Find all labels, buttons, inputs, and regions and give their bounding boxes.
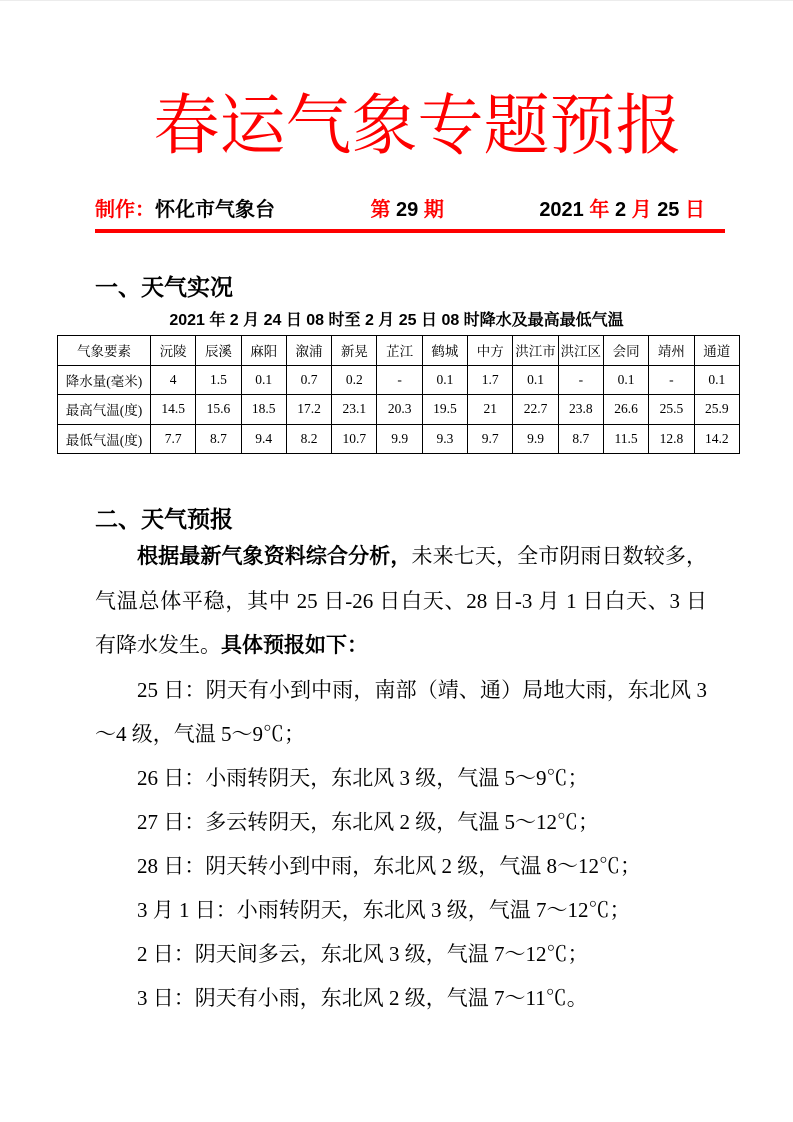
- table-cell: 1.5: [196, 365, 241, 395]
- row-label: 降水量(毫米): [58, 365, 151, 395]
- table-cell: 25.9: [694, 395, 739, 425]
- weather-table: [57, 335, 740, 454]
- table-cell: 8.2: [286, 424, 331, 454]
- section-heading-forecast: 二、天气预报: [95, 506, 233, 532]
- table-header-cell: 会同: [603, 336, 648, 366]
- table-cell: 1.7: [468, 365, 513, 395]
- producer-name: 怀化市气象台: [155, 199, 275, 221]
- table-header-cell: 沅陵: [151, 336, 196, 366]
- table-cell: 0.7: [286, 365, 331, 395]
- table-cell: 22.7: [513, 395, 558, 425]
- table-cell: 20.3: [377, 395, 422, 425]
- table-cell: 8.7: [196, 424, 241, 454]
- table-header-cell: 新晃: [332, 336, 377, 366]
- table-cell: 0.1: [513, 365, 558, 395]
- intro-bold-tail: 具体预报如下：: [221, 634, 368, 657]
- forecast-line-mar1: 3 月 1 日：小雨转阴天，东北风 3 级，气温 7～12℃；: [137, 898, 631, 922]
- table-cell: 23.1: [332, 395, 377, 425]
- table-header-cell: 洪江区: [558, 336, 603, 366]
- issue-date: [539, 197, 705, 224]
- table-header-cell: 麻阳: [241, 336, 286, 366]
- table-cell: 9.9: [377, 424, 422, 454]
- table-cell: 17.2: [286, 395, 331, 425]
- table-cell: 0.1: [694, 365, 739, 395]
- table-cell: 11.5: [603, 424, 648, 454]
- forecast-line-day28: 28 日：阴天转小到中雨，东北风 2 级，气温 8～12℃；: [137, 854, 641, 878]
- table-cell: 14.5: [151, 395, 196, 425]
- masthead-info-row: [95, 197, 705, 224]
- table-cell: 14.2: [694, 424, 739, 454]
- table-cell: 8.7: [558, 424, 603, 454]
- forecast-line-day26: 26 日：小雨转阴天，东北风 3 级，气温 5～9℃；: [137, 766, 589, 790]
- table-cell: 26.6: [603, 395, 648, 425]
- table-cell: 9.4: [241, 424, 286, 454]
- table-header-cell: 鹤城: [422, 336, 467, 366]
- date-day-unit: 日: [685, 199, 705, 221]
- table-cell: -: [377, 365, 422, 395]
- forecast-line-mar3: 3 日：阴天有小雨，东北风 2 级，气温 7～11℃。: [137, 986, 588, 1010]
- table-cell: 18.5: [241, 395, 286, 425]
- table-cell: 12.8: [649, 424, 694, 454]
- table-header-cell: 中方: [468, 336, 513, 366]
- table-cell: 0.1: [603, 365, 648, 395]
- row-label: 最低气温(度): [58, 424, 151, 454]
- table-cell: 9.9: [513, 424, 558, 454]
- date-year-unit: 年: [589, 199, 610, 221]
- forecast-line-day27: 27 日：多云转阴天，东北风 2 级，气温 5～12℃；: [137, 810, 599, 834]
- table-cell: -: [649, 365, 694, 395]
- intro-body-text: 未来七天，全市阴雨日数较多，气温总体平稳，其中 25 日-26 日白天、28 日-3 月 1 日白天、3 日有降水发生。: [95, 544, 707, 657]
- table-cell: 9.3: [422, 424, 467, 454]
- date-month-unit: 月: [631, 199, 652, 221]
- table-cell: 15.6: [196, 395, 241, 425]
- table-cell: -: [558, 365, 603, 395]
- table-cell: 21: [468, 395, 513, 425]
- table-row-min-temp: [58, 424, 740, 454]
- table-header-cell: 气象要素: [58, 336, 151, 366]
- table-header-cell: 洪江市: [513, 336, 558, 366]
- table-cell: 19.5: [422, 395, 467, 425]
- weather-table-title: 2021 年 2 月 24 日 08 时至 2 月 25 日 08 时降水及最高最低气温: [169, 312, 624, 329]
- table-row-max-temp: [58, 395, 740, 425]
- table-header-cell: 通道: [694, 336, 739, 366]
- date-year: 2021: [539, 199, 584, 221]
- table-header-cell: 芷江: [377, 336, 422, 366]
- table-cell: 0.2: [332, 365, 377, 395]
- date-month: 2: [614, 199, 627, 221]
- forecast-intro-paragraph: [95, 534, 707, 668]
- table-header-row: [58, 336, 740, 366]
- producer-label: 制作：: [95, 199, 155, 221]
- table-cell: 4: [151, 365, 196, 395]
- table-header-cell: 靖州: [649, 336, 694, 366]
- row-label: 最高气温(度): [58, 395, 151, 425]
- issue-number: 29: [396, 199, 419, 221]
- intro-bold-lead: 根据最新气象资料综合分析，: [137, 545, 412, 568]
- issue-info: [370, 197, 443, 224]
- table-header-cell: 溆浦: [286, 336, 331, 366]
- document-title: 春运气象专题预报: [153, 90, 682, 163]
- date-day: 25: [657, 199, 680, 221]
- table-cell: 10.7: [332, 424, 377, 454]
- table-header-cell: 辰溪: [196, 336, 241, 366]
- table-cell: 0.1: [422, 365, 467, 395]
- table-cell: 0.1: [241, 365, 286, 395]
- table-cell: 25.5: [649, 395, 694, 425]
- forecast-line-day25: 25 日：阴天有小到中雨，南部（靖、通）局地大雨，东北风 3～4 级，气温 5～9℃；: [95, 678, 707, 746]
- forecast-line-mar2: 2 日：阴天间多云，东北风 3 级，气温 7～12℃；: [137, 942, 589, 966]
- table-cell: 7.7: [151, 424, 196, 454]
- table-row-precipitation: [58, 365, 740, 395]
- section-heading-weather-actual: 一、天气实况: [95, 274, 233, 300]
- issue-prefix: 第: [370, 199, 391, 221]
- table-cell: 9.7: [468, 424, 513, 454]
- producer-info: [95, 197, 275, 224]
- issue-suffix: 期: [423, 199, 444, 221]
- table-cell: 23.8: [558, 395, 603, 425]
